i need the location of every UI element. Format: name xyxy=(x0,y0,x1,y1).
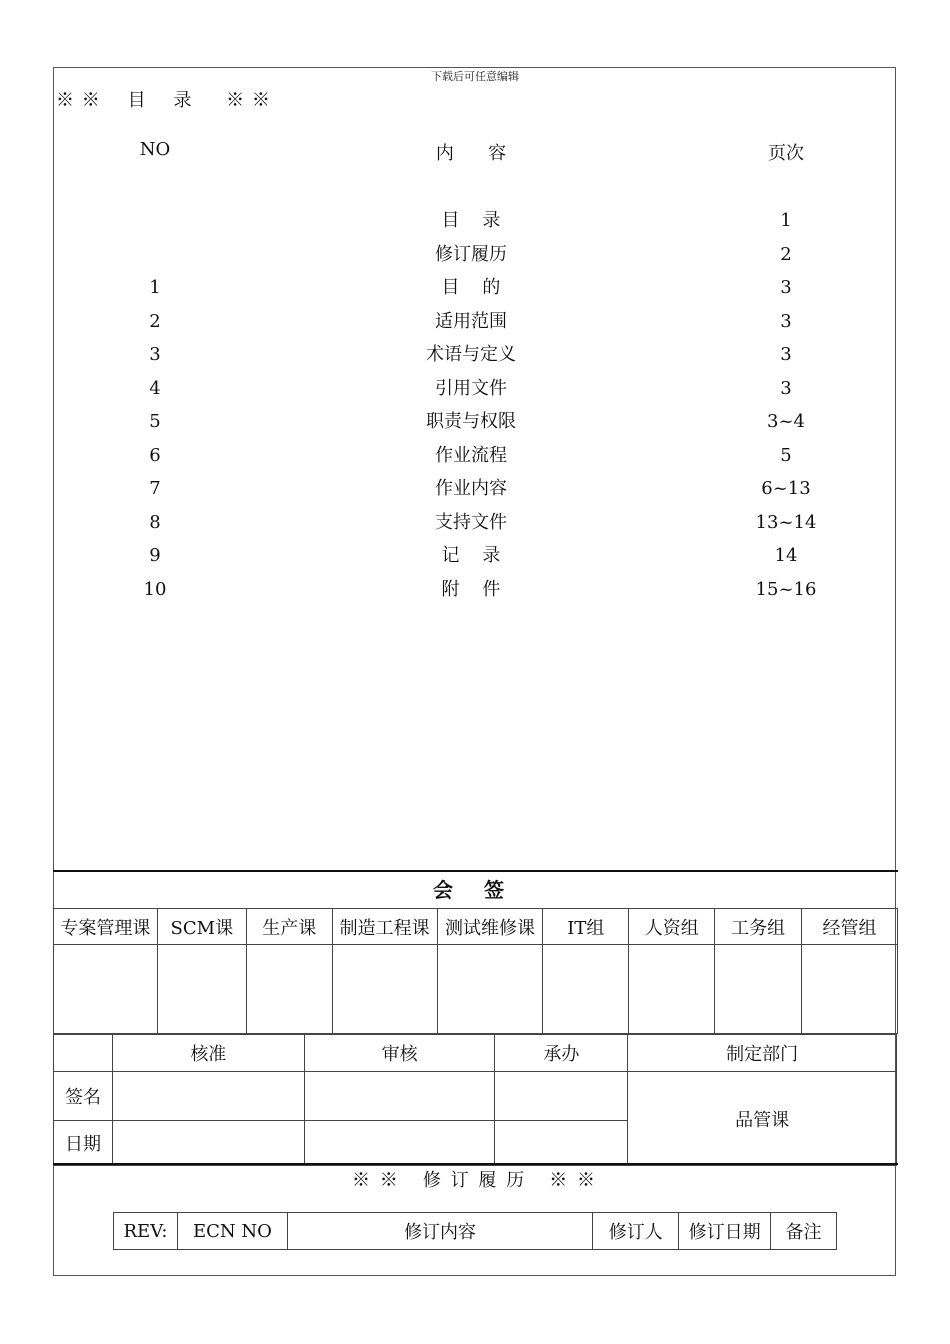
approval-date-approve[interactable] xyxy=(112,1121,304,1166)
toc-row xyxy=(53,573,896,607)
approval-header-handle: 承办 xyxy=(495,1035,628,1072)
toc-row xyxy=(53,405,896,439)
approval-date-handle[interactable] xyxy=(495,1121,628,1166)
toc-header-page: 页次 xyxy=(768,143,804,164)
approval-corner-cell xyxy=(54,1035,113,1072)
countersign-dept-label: 生产课 xyxy=(246,909,332,945)
revision-header-cell: 备注 xyxy=(771,1213,837,1250)
toc-row-page: 1 xyxy=(780,210,792,231)
toc-row-content: 目 录 xyxy=(441,210,501,231)
toc-row xyxy=(53,305,896,339)
toc-row-page: 5 xyxy=(780,444,792,466)
toc-row-no: 6 xyxy=(149,444,161,466)
toc-row-page: 14 xyxy=(774,545,798,566)
approval-header-approve: 核准 xyxy=(112,1035,304,1072)
toc-row-page: 3 xyxy=(780,310,792,332)
toc-row-no: 3 xyxy=(149,344,161,365)
countersign-header-row xyxy=(54,909,898,945)
toc-row-content: 术语与定义 xyxy=(426,344,516,365)
countersign-table xyxy=(53,908,898,1034)
toc-row-page: 3 xyxy=(780,277,792,298)
countersign-dept-label: 专案管理课 xyxy=(54,909,158,945)
toc-row-no: 1 xyxy=(149,277,161,298)
toc-row-no: 4 xyxy=(149,377,161,399)
countersign-sign-cell[interactable] xyxy=(246,945,332,1034)
toc-row xyxy=(53,372,896,406)
approval-sign-approve[interactable] xyxy=(112,1072,304,1121)
revision-header-cell: 修订日期 xyxy=(679,1213,771,1250)
toc-row-content: 支持文件 xyxy=(435,511,507,533)
countersign-sign-cell[interactable] xyxy=(54,945,158,1034)
toc-row xyxy=(53,204,896,238)
countersign-sign-cell[interactable] xyxy=(802,945,898,1034)
countersign-sign-cell[interactable] xyxy=(543,945,629,1034)
revision-header-row xyxy=(114,1213,837,1250)
approval-header-dept: 制定部门 xyxy=(628,1035,897,1072)
revision-header-cell: REV: xyxy=(114,1213,178,1250)
divider-bottom xyxy=(53,1163,898,1165)
toc-row-no: 2 xyxy=(149,310,161,332)
toc-row xyxy=(53,338,896,372)
approval-sign-review[interactable] xyxy=(304,1072,495,1121)
countersign-dept-label: 工务组 xyxy=(715,909,802,945)
toc-row-content: 目 的 xyxy=(441,277,501,298)
countersign-sign-cell[interactable] xyxy=(437,945,543,1034)
toc-row-page: 2 xyxy=(780,243,792,265)
toc-header-no: NO xyxy=(139,139,171,160)
approval-date-review[interactable] xyxy=(304,1121,495,1166)
toc-row-no: 5 xyxy=(149,411,161,432)
revision-header-cell: 修订人 xyxy=(593,1213,679,1250)
countersign-dept-label: 经管组 xyxy=(802,909,898,945)
toc-row-page: 15~16 xyxy=(755,578,817,600)
countersign-dept-label: 制造工程课 xyxy=(332,909,437,945)
approval-date-label: 日期 xyxy=(54,1121,113,1166)
revision-table xyxy=(113,1212,837,1250)
toc-row-no: 10 xyxy=(143,578,167,600)
toc-row-content: 附 件 xyxy=(441,578,501,600)
countersign-sign-cell[interactable] xyxy=(332,945,437,1034)
countersign-dept-label: 人资组 xyxy=(629,909,715,945)
approval-table xyxy=(53,1034,897,1166)
toc-row xyxy=(53,506,896,540)
toc-row-page: 6~13 xyxy=(761,478,811,499)
toc-row xyxy=(53,271,896,305)
toc-row-page: 13~14 xyxy=(755,511,817,533)
countersign-sign-cell[interactable] xyxy=(157,945,246,1034)
toc-row-no: 7 xyxy=(149,478,161,499)
countersign-sign-cell[interactable] xyxy=(715,945,802,1034)
toc-row xyxy=(53,472,896,506)
toc-row-page: 3 xyxy=(780,344,792,365)
toc-row-content: 作业流程 xyxy=(435,444,507,466)
revision-title: ※ ※ 修 订 履 历 ※ ※ xyxy=(352,1170,597,1191)
approval-dept-value: 品管课 xyxy=(628,1072,897,1166)
toc-row-content: 职责与权限 xyxy=(426,411,516,432)
toc-row xyxy=(53,539,896,573)
toc-row xyxy=(53,439,896,473)
toc-row-no: 9 xyxy=(149,545,161,566)
toc-row-content: 记 录 xyxy=(441,545,501,566)
countersign-dept-label: 测试维修课 xyxy=(437,909,543,945)
revision-header-cell: 修订内容 xyxy=(287,1213,592,1250)
approval-header-review: 审核 xyxy=(304,1035,495,1072)
toc-header-content: 内 容 xyxy=(435,143,507,164)
toc-row-content: 引用文件 xyxy=(435,377,507,399)
toc-row-content: 作业内容 xyxy=(435,478,507,499)
toc-title: ※ ※ 目 录 ※ ※ xyxy=(56,90,271,111)
approval-sign-handle[interactable] xyxy=(495,1072,628,1121)
watermark-text: 下载后可任意编辑 xyxy=(431,70,519,83)
approval-sign-label: 签名 xyxy=(54,1072,113,1121)
toc-row xyxy=(53,238,896,272)
toc-row-content: 适用范围 xyxy=(435,310,507,332)
toc-row-page: 3~4 xyxy=(767,411,805,432)
toc-row-no: 8 xyxy=(149,511,161,533)
countersign-sign-row xyxy=(54,945,898,1034)
countersign-dept-label: IT组 xyxy=(543,909,629,945)
revision-header-cell: ECN NO xyxy=(177,1213,287,1250)
toc-row-page: 3 xyxy=(780,377,792,399)
countersign-title: 会 签 xyxy=(433,878,516,902)
countersign-dept-label: SCM课 xyxy=(157,909,246,945)
countersign-sign-cell[interactable] xyxy=(629,945,715,1034)
toc-row-content: 修订履历 xyxy=(435,243,507,265)
